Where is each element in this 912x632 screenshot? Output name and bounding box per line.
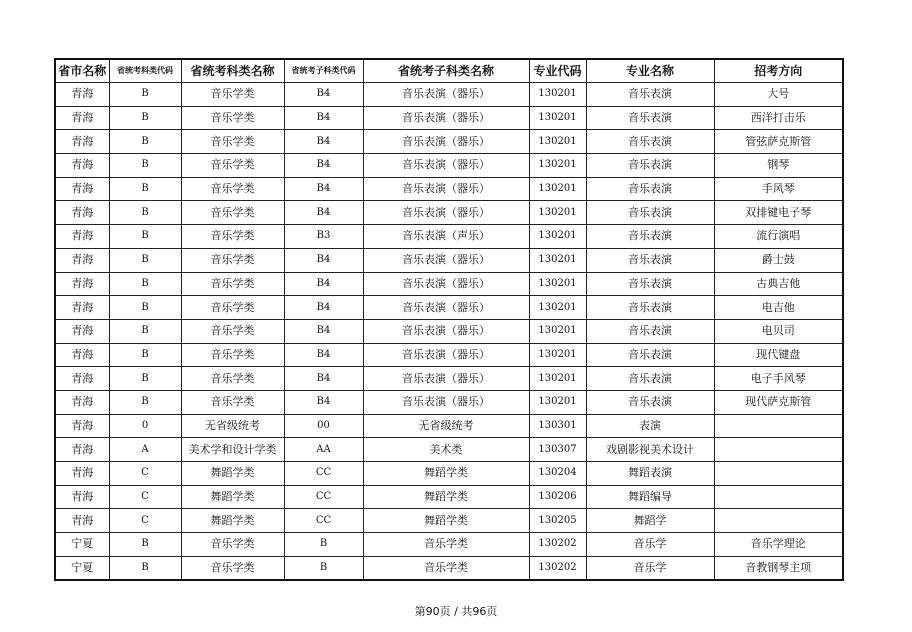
- cell-subject-code: C: [109, 509, 181, 533]
- cell-subcategory-code: B3: [284, 225, 363, 249]
- cell-major-code: 130201: [529, 390, 586, 414]
- cell-subject-name: 音乐学类: [181, 533, 284, 557]
- cell-major-name: 表演: [586, 414, 714, 438]
- cell-direction: 电子手风琴: [714, 367, 843, 391]
- cell-major-code: 130201: [529, 225, 586, 249]
- cell-direction: 现代键盘: [714, 343, 843, 367]
- table-row: [55, 462, 843, 486]
- cell-subject-name: 音乐学类: [181, 154, 284, 178]
- cell-subject-code: B: [109, 83, 181, 107]
- cell-province: 青海: [55, 130, 109, 154]
- table-row: [55, 106, 843, 130]
- cell-subject-code: B: [109, 343, 181, 367]
- cell-major-code: 130307: [529, 438, 586, 462]
- cell-major-name: 舞蹈编导: [586, 485, 714, 509]
- cell-province: 青海: [55, 177, 109, 201]
- cell-direction: [714, 485, 843, 509]
- column-header-direction: 招考方向: [714, 59, 843, 83]
- cell-province: 青海: [55, 414, 109, 438]
- cell-subcategory-code: B4: [284, 296, 363, 320]
- cell-subject-name: 音乐学类: [181, 130, 284, 154]
- cell-subject-name: 音乐学类: [181, 556, 284, 580]
- admissions-table: [54, 58, 844, 581]
- cell-province: 青海: [55, 154, 109, 178]
- cell-major-code: 130201: [529, 106, 586, 130]
- cell-direction: 现代萨克斯管: [714, 390, 843, 414]
- cell-subject-code: B: [109, 201, 181, 225]
- table-row: [55, 248, 843, 272]
- cell-subcategory-name: 音乐学类: [363, 533, 529, 557]
- cell-province: 宁夏: [55, 556, 109, 580]
- cell-subcategory-code: B4: [284, 248, 363, 272]
- header-row: [55, 59, 843, 83]
- cell-major-name: 音乐表演: [586, 130, 714, 154]
- cell-subject-code: B: [109, 106, 181, 130]
- cell-province: 青海: [55, 272, 109, 296]
- cell-subject-name: 音乐学类: [181, 248, 284, 272]
- cell-major-name: 音乐表演: [586, 343, 714, 367]
- cell-major-code: 130202: [529, 556, 586, 580]
- cell-subject-name: 美术学和设计学类: [181, 438, 284, 462]
- cell-major-name: 音乐表演: [586, 83, 714, 107]
- cell-subcategory-name: 舞蹈学类: [363, 509, 529, 533]
- cell-direction: 爵士鼓: [714, 248, 843, 272]
- cell-major-name: 音乐学: [586, 533, 714, 557]
- cell-subject-name: 无省级统考: [181, 414, 284, 438]
- cell-major-code: 130301: [529, 414, 586, 438]
- cell-major-name: 音乐表演: [586, 201, 714, 225]
- cell-major-name: 舞蹈学: [586, 509, 714, 533]
- column-header-subject-name: 省统考科类名称: [181, 59, 284, 83]
- cell-subject-code: B: [109, 296, 181, 320]
- cell-subcategory-code: CC: [284, 485, 363, 509]
- cell-province: 青海: [55, 509, 109, 533]
- cell-major-name: 戏剧影视美术设计: [586, 438, 714, 462]
- cell-subcategory-code: B4: [284, 83, 363, 107]
- cell-direction: 音乐学理论: [714, 533, 843, 557]
- cell-direction: 钢琴: [714, 154, 843, 178]
- cell-subcategory-name: 舞蹈学类: [363, 462, 529, 486]
- table-row: [55, 390, 843, 414]
- column-header-province: 省市名称: [55, 59, 109, 83]
- cell-subcategory-name: 音乐表演（器乐）: [363, 130, 529, 154]
- cell-subcategory-code: CC: [284, 509, 363, 533]
- cell-major-code: 130201: [529, 367, 586, 391]
- cell-subject-name: 音乐学类: [181, 177, 284, 201]
- cell-subcategory-name: 音乐表演（器乐）: [363, 106, 529, 130]
- cell-subject-code: B: [109, 248, 181, 272]
- table-row: [55, 272, 843, 296]
- cell-province: 青海: [55, 485, 109, 509]
- cell-direction: 流行演唱: [714, 225, 843, 249]
- cell-subject-name: 音乐学类: [181, 272, 284, 296]
- cell-major-code: 130201: [529, 272, 586, 296]
- cell-major-name: 音乐表演: [586, 319, 714, 343]
- cell-major-code: 130205: [529, 509, 586, 533]
- table-row: [55, 225, 843, 249]
- cell-subject-name: 音乐学类: [181, 390, 284, 414]
- cell-subcategory-code: B4: [284, 201, 363, 225]
- cell-subject-code: B: [109, 533, 181, 557]
- cell-subject-name: 舞蹈学类: [181, 485, 284, 509]
- cell-subcategory-name: 音乐表演（器乐）: [363, 296, 529, 320]
- cell-subcategory-code: B4: [284, 106, 363, 130]
- cell-subcategory-code: B4: [284, 272, 363, 296]
- table-row: [55, 296, 843, 320]
- cell-subject-code: B: [109, 319, 181, 343]
- cell-subcategory-name: 舞蹈学类: [363, 485, 529, 509]
- cell-major-name: 音乐表演: [586, 367, 714, 391]
- cell-major-name: 音乐表演: [586, 106, 714, 130]
- cell-major-name: 音乐表演: [586, 296, 714, 320]
- cell-subject-code: A: [109, 438, 181, 462]
- cell-subcategory-name: 音乐表演（器乐）: [363, 154, 529, 178]
- cell-subject-name: 舞蹈学类: [181, 462, 284, 486]
- cell-direction: 古典吉他: [714, 272, 843, 296]
- cell-major-code: 130201: [529, 154, 586, 178]
- cell-direction: 音教钢琴主项: [714, 556, 843, 580]
- cell-subcategory-code: B4: [284, 154, 363, 178]
- cell-direction: 西洋打击乐: [714, 106, 843, 130]
- cell-subject-code: B: [109, 130, 181, 154]
- cell-subject-name: 音乐学类: [181, 343, 284, 367]
- table-row: [55, 509, 843, 533]
- cell-subcategory-name: 音乐学类: [363, 556, 529, 580]
- column-header-major-name: 专业名称: [586, 59, 714, 83]
- cell-province: 青海: [55, 225, 109, 249]
- column-header-subcategory-name: 省统考子科类名称: [363, 59, 529, 83]
- cell-subcategory-name: 无省级统考: [363, 414, 529, 438]
- cell-subcategory-name: 音乐表演（器乐）: [363, 343, 529, 367]
- cell-subject-code: 0: [109, 414, 181, 438]
- table-row: [55, 367, 843, 391]
- cell-direction: 手风琴: [714, 177, 843, 201]
- cell-direction: [714, 462, 843, 486]
- cell-major-code: 130201: [529, 296, 586, 320]
- cell-major-code: 130201: [529, 130, 586, 154]
- cell-subject-name: 音乐学类: [181, 319, 284, 343]
- cell-province: 青海: [55, 319, 109, 343]
- cell-major-code: 130201: [529, 319, 586, 343]
- cell-subcategory-name: 音乐表演（器乐）: [363, 248, 529, 272]
- cell-subject-code: B: [109, 225, 181, 249]
- cell-subcategory-code: B4: [284, 177, 363, 201]
- cell-subject-name: 音乐学类: [181, 83, 284, 107]
- cell-subcategory-code: 00: [284, 414, 363, 438]
- cell-direction: 管弦萨克斯管: [714, 130, 843, 154]
- cell-major-name: 舞蹈表演: [586, 462, 714, 486]
- cell-subcategory-name: 美术类: [363, 438, 529, 462]
- table-row: [55, 319, 843, 343]
- cell-subcategory-code: B: [284, 556, 363, 580]
- cell-direction: 大号: [714, 83, 843, 107]
- table-row: [55, 83, 843, 107]
- cell-major-code: 130201: [529, 177, 586, 201]
- cell-subcategory-name: 音乐表演（器乐）: [363, 367, 529, 391]
- cell-subcategory-name: 音乐表演（器乐）: [363, 390, 529, 414]
- column-header-major-code: 专业代码: [529, 59, 586, 83]
- cell-subject-code: C: [109, 462, 181, 486]
- cell-subject-name: 音乐学类: [181, 296, 284, 320]
- cell-major-code: 130206: [529, 485, 586, 509]
- cell-subject-name: 音乐学类: [181, 106, 284, 130]
- cell-province: 青海: [55, 462, 109, 486]
- cell-major-code: 130202: [529, 533, 586, 557]
- cell-province: 宁夏: [55, 533, 109, 557]
- cell-subcategory-code: B: [284, 533, 363, 557]
- cell-major-code: 130201: [529, 248, 586, 272]
- cell-major-name: 音乐表演: [586, 177, 714, 201]
- cell-major-name: 音乐表演: [586, 390, 714, 414]
- column-header-subject-code: 省统考科类代码: [109, 59, 181, 83]
- table-row: [55, 438, 843, 462]
- cell-subcategory-code: B4: [284, 130, 363, 154]
- table-row: [55, 414, 843, 438]
- cell-province: 青海: [55, 83, 109, 107]
- cell-subject-code: B: [109, 367, 181, 391]
- table-row: [55, 485, 843, 509]
- cell-subject-code: C: [109, 485, 181, 509]
- cell-subcategory-code: B4: [284, 319, 363, 343]
- table-row: [55, 130, 843, 154]
- cell-major-code: 130201: [529, 83, 586, 107]
- cell-subcategory-name: 音乐表演（器乐）: [363, 201, 529, 225]
- cell-subject-code: B: [109, 154, 181, 178]
- cell-province: 青海: [55, 438, 109, 462]
- cell-subject-name: 音乐学类: [181, 367, 284, 391]
- cell-subcategory-name: 音乐表演（器乐）: [363, 177, 529, 201]
- cell-province: 青海: [55, 343, 109, 367]
- cell-province: 青海: [55, 296, 109, 320]
- cell-direction: [714, 438, 843, 462]
- cell-major-name: 音乐表演: [586, 272, 714, 296]
- cell-major-code: 130201: [529, 201, 586, 225]
- table-row: [55, 154, 843, 178]
- cell-province: 青海: [55, 201, 109, 225]
- cell-subject-code: B: [109, 177, 181, 201]
- cell-subcategory-code: CC: [284, 462, 363, 486]
- cell-major-name: 音乐表演: [586, 248, 714, 272]
- page-indicator: 第90页 / 共96页: [414, 605, 498, 618]
- table-row: [55, 533, 843, 557]
- cell-subcategory-code: B4: [284, 390, 363, 414]
- cell-major-code: 130201: [529, 343, 586, 367]
- cell-subcategory-code: B4: [284, 343, 363, 367]
- cell-subcategory-name: 音乐表演（器乐）: [363, 83, 529, 107]
- cell-province: 青海: [55, 248, 109, 272]
- cell-direction: 电吉他: [714, 296, 843, 320]
- cell-direction: [714, 509, 843, 533]
- table-row: [55, 201, 843, 225]
- cell-province: 青海: [55, 390, 109, 414]
- cell-subject-code: B: [109, 390, 181, 414]
- cell-subcategory-name: 音乐表演（器乐）: [363, 272, 529, 296]
- cell-direction: [714, 414, 843, 438]
- cell-major-name: 音乐学: [586, 556, 714, 580]
- cell-subcategory-name: 音乐表演（器乐）: [363, 319, 529, 343]
- cell-direction: 双排键电子琴: [714, 201, 843, 225]
- cell-direction: 电贝司: [714, 319, 843, 343]
- cell-subject-code: B: [109, 272, 181, 296]
- cell-province: 青海: [55, 106, 109, 130]
- cell-subject-name: 舞蹈学类: [181, 509, 284, 533]
- cell-major-name: 音乐表演: [586, 225, 714, 249]
- table-row: [55, 556, 843, 580]
- table-row: [55, 343, 843, 367]
- cell-major-name: 音乐表演: [586, 154, 714, 178]
- cell-subject-code: B: [109, 556, 181, 580]
- table-row: [55, 177, 843, 201]
- cell-subject-name: 音乐学类: [181, 225, 284, 249]
- cell-province: 青海: [55, 367, 109, 391]
- cell-major-code: 130204: [529, 462, 586, 486]
- cell-subcategory-code: B4: [284, 367, 363, 391]
- cell-subject-name: 音乐学类: [181, 201, 284, 225]
- cell-subcategory-name: 音乐表演（声乐）: [363, 225, 529, 249]
- column-header-subcategory-code: 省统考子科类代码: [284, 59, 363, 83]
- cell-subcategory-code: AA: [284, 438, 363, 462]
